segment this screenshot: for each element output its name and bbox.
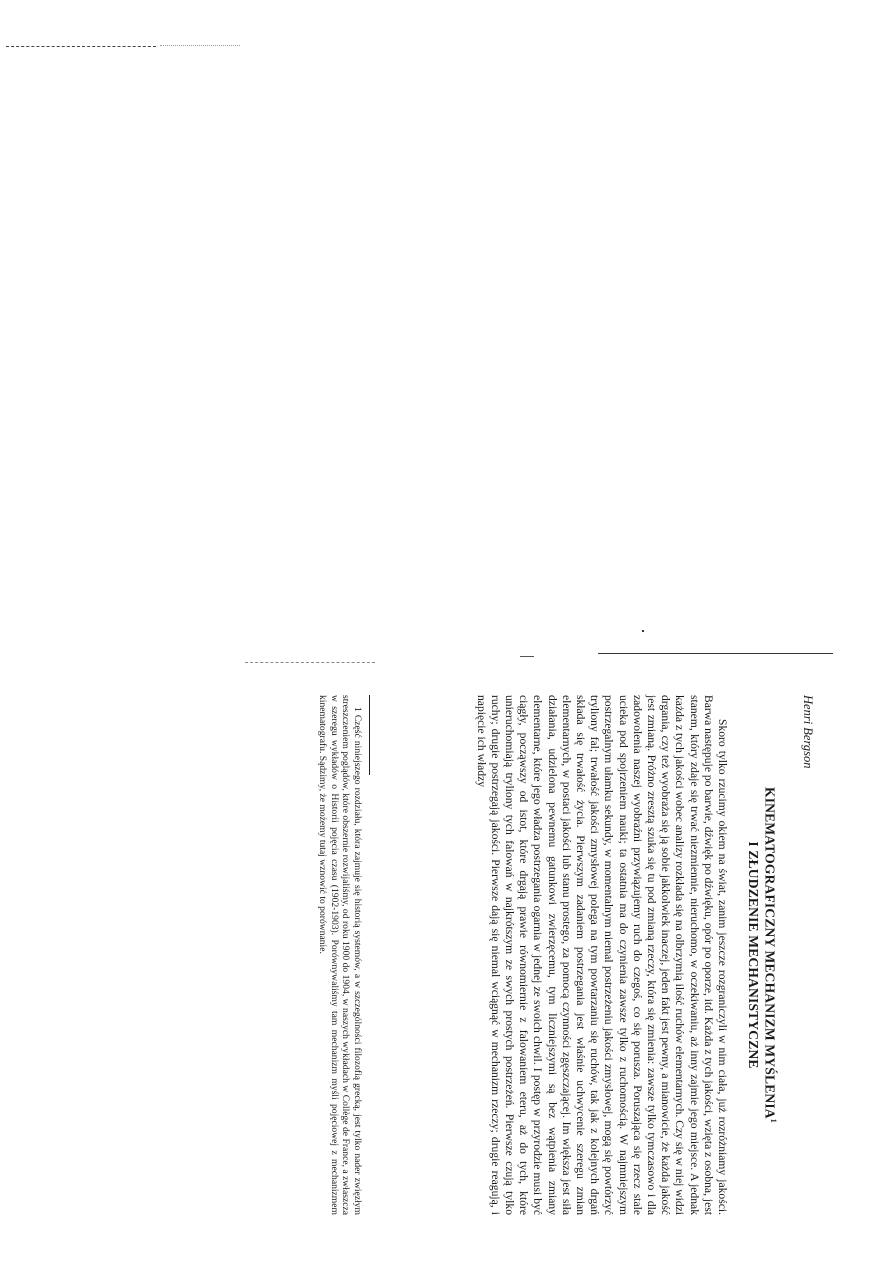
title-line-2: I ZŁUDZENIE MECHANISTYCZNE	[746, 841, 762, 1069]
body-paragraph: Skoro tylko rzucimy okiem na świat, zanim jeszcze rozgraniczyli w nim ciała, już rozróżniamy jakości. Barwa następuje po barwie, dźwięk po dźwięku, opór po oporze, itd. Każda z tych jakości, wzięta z osobna, jest stanem, który zdaje się trwać niezmiennie, nieruchomo, w oczekiwaniu, aż inny zajmie jego miejsce. A jednak każda z tych jakości wobec analizy rozkłada się na olbrzymią ilość ruchów elementarnych. Czy się w niej widzi drgania, czy też wyobraża się ją sobie jakkolwiek inaczej, jeden fakt jest pewny, a mianowicie, że każda jakość jest zmianą. Próżno zresztą szuka się tu pod zmianą rzeczy, która się zmienia: zawsze tylko tymczasowo i dla zadowolenia naszej wyobraźni przywiązujemy ruch do czegoś, co się porusza. Poruszająca się rzecz stale ucieka pod spojrzeniem nauki; ta ostatnia ma do czynienia zawsze tylko z ruchomością. W najmniejszym postrzegalnym ułamku sekundy, w momentalnym niemal postrzeżeniu jakości zmysłowej, mogą się powtórzyć tryliony fal; trwałość jakości zmysłowej polega na tym powtarzaniu się ruchów, tak jak z kolejnych drgań składa się trwałość życia. Pierwszym zadaniem postrzegania jest właśnie uchwycenie szeregu zmian elementarnych, w postaci jakości lub stanu prostego, za pomocą czynności zgęszczającej. Im większa jest siła działania, udzielona pewnemu gatunkowi zwierzęcemu, tym liczniejszymi są bez wątpienia zmiany elementarne, które jego władza postrzegania ogarnia w jednej ze swoich chwil. I postęp w przyrodzie musi być ciągły, począwszy od istot, które drgają prawie równomiernie z falowaniem eteru, aż do tych, które unieruchomiają tryliony tych falowań w najkrótszym ze swych prostych postrzeżeń. Pierwsze czują tylko ruchy; drugie postrzegają jakości. Pierwsze dają się niemal wciągnąć w mechanizm rzeczy; drugie reagują, i napięcie ich władzy	[474, 695, 729, 1215]
rotated-page	[225, 695, 815, 1215]
scan-artifact-line	[598, 653, 833, 654]
title-line-1: KINEMATOGRAFICZNY MECHANIZM MYŚLENIA	[762, 787, 778, 1119]
running-header: Henri Bergson	[801, 695, 815, 769]
footnote: 1 Część niniejszego rozdziału, która zajmuje się historią systemów, a w szczególności filozofią grecką, jest tylko nader zwięzłym streszczeniem poglądów, które obszernie rozwijaliśmy, od roku 1900 do 1904, w naszych wykładach w Collège de France, a zwłaszcza w szeregu wykładów o Historii pojęcia czasu (1902-1903). Porównywaliśmy tam mechanizm myśli pojęciowej z mechanizmem kinematografu. Sądzimy, że możemy tutaj wznowić to porównanie.	[317, 695, 363, 1215]
scan-artifact-line	[6, 46, 156, 47]
scan-artifact-line	[160, 45, 240, 46]
scan-artifact-line	[520, 656, 534, 657]
scan-artifact-dot	[642, 630, 644, 632]
scan-artifact-line	[245, 662, 375, 663]
chapter-title	[746, 695, 782, 1215]
footnote-rule	[369, 695, 370, 775]
footnote-marker: 1	[769, 1118, 778, 1123]
